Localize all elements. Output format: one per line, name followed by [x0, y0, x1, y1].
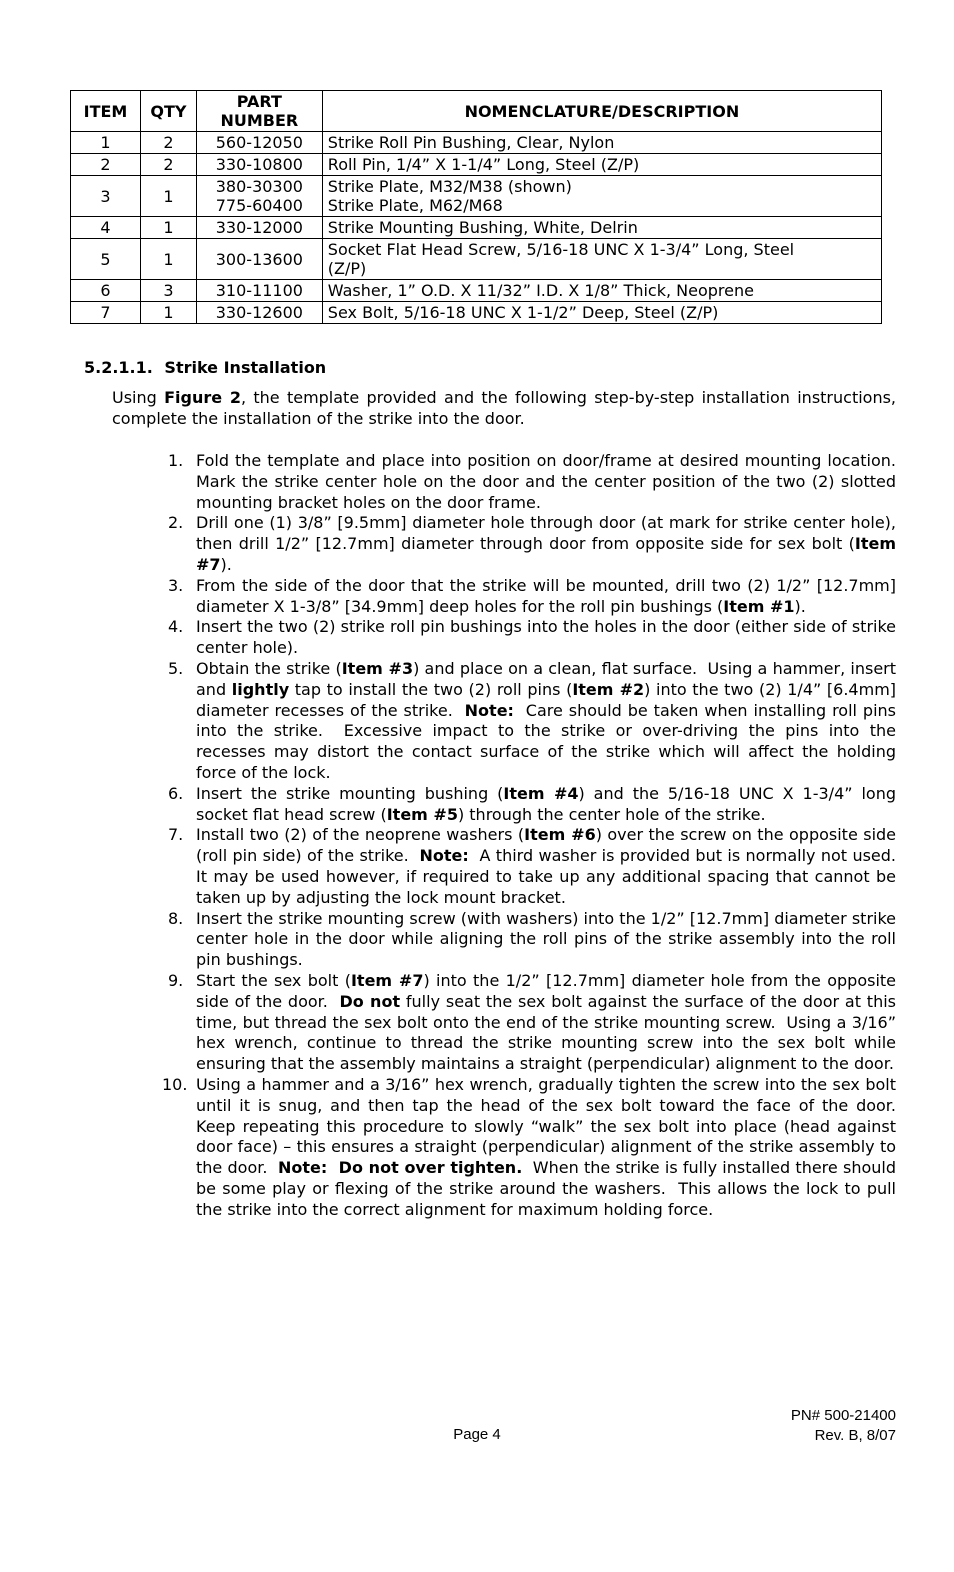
cell-description: Sex Bolt, 5/16-18 UNC X 1-1/2” Deep, Steel (Z/P)	[322, 302, 881, 324]
step-text: Fold the template and place into position on door/frame at desired mounting location. Mark the strike center hole on the door and the center position of the two (2) slotted mounting bracket holes on the door frame.	[196, 451, 902, 512]
step-number: 8.	[168, 908, 184, 928]
step-text: Insert the strike mounting screw (with washers) into the 1/2” [12.7mm] diameter strike center hole in the door while aligning the roll pins of the strike assembly into the roll pin bushings.	[196, 908, 902, 970]
step-text: Install two (2) of the neoprene washers (Item #6) over the screw on the opposite side (roll pin side) of the strike. Note: A third washer is provided but is normally not used. It may be used however, if required to take up any additional spacing that cannot be taken up by adjusting the lock mount bracket.	[196, 825, 907, 907]
table-row	[71, 302, 882, 324]
cell-description: Strike Mounting Bushing, White, Delrin	[322, 217, 881, 239]
header-part-number	[196, 91, 322, 132]
list-item	[162, 783, 902, 826]
step-number: 6.	[168, 783, 184, 803]
parts-table	[70, 90, 882, 324]
header-part-line1: PART	[236, 92, 282, 111]
step-text: Drill one (1) 3/8” [9.5mm] diameter hole through door (at mark for strike center hole), then drill 1/2” [12.7mm] diameter through door from opposite side for sex bolt (Item #7).	[196, 513, 902, 574]
cell-item: 1	[71, 132, 141, 154]
table-row	[71, 280, 882, 302]
list-item	[162, 970, 902, 1075]
step-number: 9.	[168, 970, 184, 990]
table-row	[71, 132, 882, 154]
cell-qty: 1	[140, 239, 196, 280]
step-number: 5.	[168, 658, 184, 678]
header-description: NOMENCLATURE/DESCRIPTION	[322, 91, 881, 132]
cell-qty: 1	[140, 217, 196, 239]
table-row	[71, 239, 882, 280]
step-text: Start the sex bolt (Item #7) into the 1/2” [12.7mm] diameter hole from the opposite side of the door. Do not fully seat the sex bolt against the surface of the door at this time, but thread the sex bolt onto the end of the strike mounting screw. Using a 3/16” hex wrench, continue to thread the strike mounting screw into the sex bolt while ensuring that the assembly maintains a straight (perpendicular) alignment to the door.	[196, 970, 902, 1074]
cell-qty: 2	[140, 154, 196, 176]
step-text: Insert the strike mounting bushing (Item #4) and the 5/16-18 UNC X 1-3/4” long socket flat head screw (Item #5) through the center hole of the strike.	[196, 783, 902, 824]
table-row	[71, 176, 882, 217]
cell-part-number: 380-30300 775-60400	[196, 176, 322, 217]
section-heading	[84, 358, 326, 377]
step-number: 2.	[168, 513, 184, 533]
cell-item: 4	[71, 217, 141, 239]
header-qty: QTY	[140, 91, 196, 132]
cell-qty: 3	[140, 280, 196, 302]
cell-qty: 2	[140, 132, 196, 154]
list-item	[162, 617, 902, 659]
cell-qty: 1	[140, 176, 196, 217]
cell-item: 6	[71, 280, 141, 302]
cell-part-number: 310-11100	[196, 280, 322, 302]
list-item	[162, 1074, 907, 1221]
table-header-row	[71, 91, 882, 132]
header-part-line2: NUMBER	[220, 111, 299, 130]
step-text: From the side of the door that the strike will be mounted, drill two (2) 1/2” [12.7mm] diameter X 1-3/8” [34.9mm] deep holes for the roll pin bushings (Item #1).	[196, 575, 902, 616]
footer-page-number: Page 4	[453, 1426, 501, 1443]
list-item	[162, 658, 902, 784]
cell-item: 7	[71, 302, 141, 324]
step-text: Obtain the strike (Item #3) and place on a clean, flat surface. Using a hammer, insert and lightly tap to install the two (2) roll pins (Item #2) into the two (2) 1/4” [6.4mm] diameter recesses of the strike. Note: Care should be taken when installing roll pins into the strike. Excessive impact to the strike or over-driving the pins into the recesses may distort the contact surface of the strike which will affect the holding force of the lock.	[196, 658, 902, 782]
cell-item: 5	[71, 239, 141, 280]
intro-paragraph	[112, 387, 896, 429]
intro-figure-ref: Figure 2	[164, 388, 242, 407]
cell-part-number: 330-10800	[196, 154, 322, 176]
step-number: 4.	[168, 617, 184, 637]
cell-qty: 1	[140, 302, 196, 324]
list-item	[162, 451, 902, 513]
step-number: 1.	[168, 451, 184, 470]
cell-description: Socket Flat Head Screw, 5/16-18 UNC X 1-3/4” Long, Steel (Z/P)	[322, 239, 881, 280]
installation-steps	[162, 451, 907, 1220]
step-text: Using a hammer and a 3/16” hex wrench, gradually tighten the screw into the sex bolt until it is snug, and then tap the head of the sex bolt toward the face of the door. Keep repeating this procedure to slowly “walk” the sex bolt into place (head against door face) – this ensures a straight (perpendicular) alignment of the strike assembly to the door. Note: Do not over tighten. When the strike is fully installed there should be some play or flexing of the strike around the washers. This allows the lock to pull the strike into the correct alignment for maximum holding force.	[196, 1074, 907, 1219]
footer-rev: Rev. B, 8/07	[814, 1427, 896, 1444]
intro-pre: Using	[112, 388, 165, 407]
cell-item: 2	[71, 154, 141, 176]
cell-description: Roll Pin, 1/4” X 1-1/4” Long, Steel (Z/P)	[322, 154, 881, 176]
section-title: Strike Installation	[164, 358, 327, 377]
list-item	[162, 825, 907, 908]
cell-part-number: 300-13600	[196, 239, 322, 280]
cell-description: Strike Roll Pin Bushing, Clear, Nylon	[322, 132, 881, 154]
cell-description: Washer, 1” O.D. X 11/32” I.D. X 1/8” Thick, Neoprene	[322, 280, 881, 302]
header-item: ITEM	[71, 91, 141, 132]
table-row	[71, 154, 882, 176]
intro-post: , the template provided and the following step-by-step installation instructions, complete the installation of the strike into the door.	[112, 388, 897, 428]
footer-pn: PN# 500-21400	[790, 1407, 896, 1424]
cell-part-number: 330-12000	[196, 217, 322, 239]
step-number: 10.	[162, 1074, 188, 1094]
section-number: 5.2.1.1.	[84, 358, 153, 377]
step-number: 7.	[168, 825, 184, 845]
list-item	[162, 908, 902, 971]
table-row	[71, 217, 882, 239]
cell-item: 3	[71, 176, 141, 217]
cell-part-number: 330-12600	[196, 302, 322, 324]
step-number: 3.	[168, 575, 184, 595]
list-item	[162, 575, 902, 618]
cell-part-number: 560-12050	[196, 132, 322, 154]
list-item	[162, 513, 902, 575]
cell-description: Strike Plate, M32/M38 (shown) Strike Plate, M62/M68	[322, 176, 881, 217]
step-text: Insert the two (2) strike roll pin bushings into the holes in the door (either side of strike center hole).	[196, 617, 902, 658]
